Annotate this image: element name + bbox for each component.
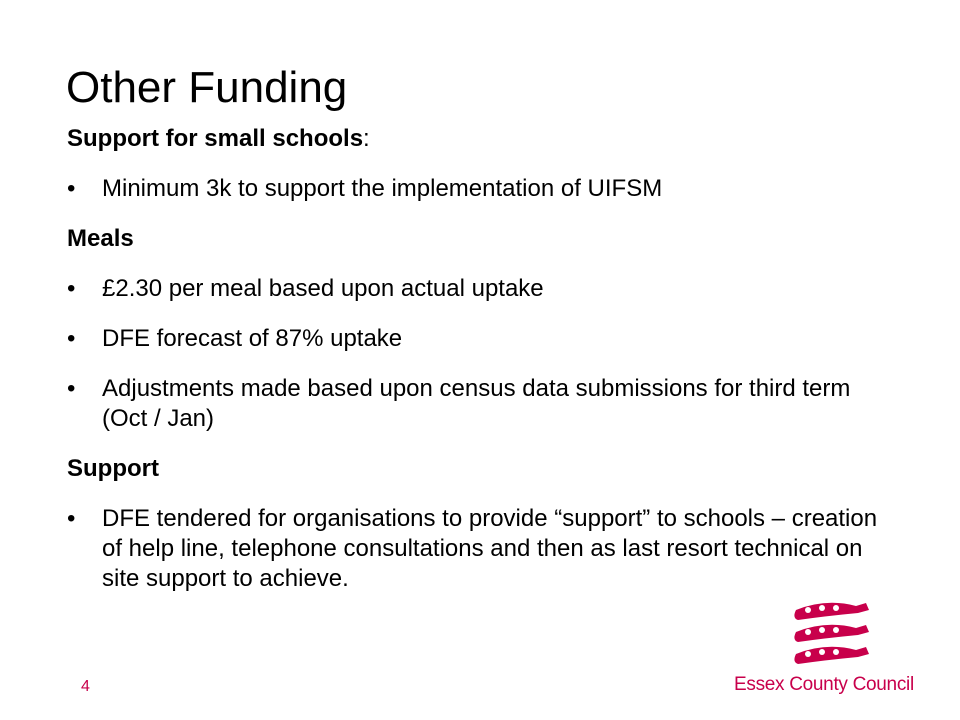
bullet-item (67, 504, 897, 594)
bullet-item (67, 324, 897, 354)
section-heading-label: Support (67, 455, 159, 482)
section-heading-suffix: : (363, 125, 370, 152)
section-heading (67, 224, 897, 254)
bullet-text: DFE tendered for organisations to provide “support” to schools – creation of help line, telephone consultations and then as last resort technical on site support to achieve. (102, 505, 878, 592)
bullet-item (67, 374, 897, 434)
slide-content (67, 124, 897, 614)
bullet-icon: • (67, 375, 76, 402)
three-seaxes-icon (786, 600, 876, 670)
bullet-text: Adjustments made based upon census data submissions for third term (Oct / Jan) (102, 375, 851, 432)
section-heading-label: Meals (67, 225, 134, 252)
bullet-text: Minimum 3k to support the implementation of UIFSM (102, 175, 663, 202)
essex-county-council-logo (730, 600, 930, 700)
section-heading (67, 124, 897, 154)
bullet-icon: • (67, 175, 76, 202)
page-number: 4 (81, 678, 90, 695)
bullet-item (67, 174, 897, 204)
bullet-icon: • (67, 275, 76, 302)
section-heading (67, 454, 897, 484)
bullet-text: DFE forecast of 87% uptake (102, 325, 403, 352)
bullet-icon: • (67, 325, 76, 352)
bullet-icon: • (67, 505, 76, 532)
logo-wordmark: Essex County Council (734, 674, 914, 695)
section-heading-label: Support for small schools (67, 125, 364, 152)
bullet-text: £2.30 per meal based upon actual uptake (102, 275, 544, 302)
bullet-item (67, 274, 897, 304)
slide-title: Other Funding (66, 63, 348, 112)
